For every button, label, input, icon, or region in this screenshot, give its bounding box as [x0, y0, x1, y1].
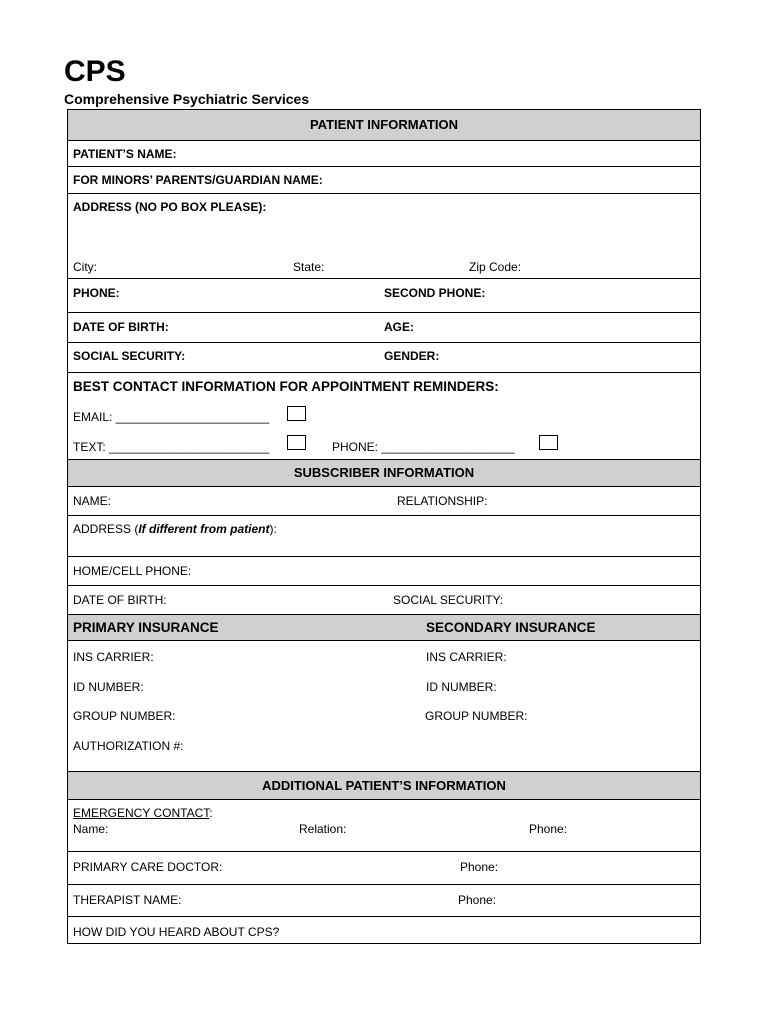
primary-insurance-title: PRIMARY INSURANCE	[73, 620, 219, 635]
emergency-relation-label: Relation:	[299, 822, 347, 836]
primary-care-doctor-label: PRIMARY CARE DOCTOR:	[73, 860, 223, 874]
contact-phone-label: PHONE: ____________________	[332, 440, 515, 454]
primary-group-label: GROUP NUMBER:	[73, 709, 176, 723]
dob-label: DATE OF BIRTH:	[73, 320, 169, 334]
subscriber-section-header	[68, 459, 700, 487]
patient-name-label: PATIENT’S NAME:	[73, 147, 177, 161]
subscriber-address-label: ADDRESS (If different from patient):	[73, 522, 277, 536]
secondary-id-label: ID NUMBER:	[426, 680, 497, 694]
primary-id-label: ID NUMBER:	[73, 680, 144, 694]
emergency-contact-label: EMERGENCY CONTACT:	[73, 806, 213, 820]
guardian-name-label: FOR MINORS’ PARENTS/GUARDIAN NAME:	[73, 173, 323, 187]
additional-section-title: ADDITIONAL PATIENT’S INFORMATION	[262, 778, 506, 793]
primary-carrier-label: INS CARRIER:	[73, 650, 154, 664]
second-phone-label: SECOND PHONE:	[384, 286, 486, 300]
form-title: CPS	[64, 55, 126, 88]
relationship-label: RELATIONSHIP:	[397, 494, 488, 508]
pcp-phone-label: Phone:	[460, 860, 499, 874]
emergency-name-label: Name:	[73, 822, 109, 836]
address-label: ADDRESS (NO PO BOX PLEASE):	[73, 200, 267, 214]
additional-section-header	[68, 771, 700, 800]
subscriber-ssn-label: SOCIAL SECURITY:	[393, 593, 504, 607]
state-label: State:	[293, 260, 325, 274]
subscriber-name-label: NAME:	[73, 494, 112, 508]
text-checkbox[interactable]	[287, 435, 306, 450]
secondary-insurance-title: SECONDARY INSURANCE	[426, 620, 596, 635]
home-cell-phone-label: HOME/CELL PHONE:	[73, 564, 192, 578]
therapist-name-label: THERAPIST NAME:	[73, 893, 182, 907]
emergency-phone-label: Phone:	[529, 822, 568, 836]
phone-label: PHONE:	[73, 286, 120, 300]
social-security-label: SOCIAL SECURITY:	[73, 349, 186, 363]
intake-form	[67, 109, 701, 944]
city-label: City:	[73, 260, 97, 274]
zip-code-label: Zip Code:	[469, 260, 522, 274]
patient-section-header	[68, 110, 700, 141]
insurance-section-header	[68, 614, 700, 641]
age-label: AGE:	[384, 320, 414, 334]
email-checkbox[interactable]	[287, 406, 306, 421]
contact-heading: BEST CONTACT INFORMATION FOR APPOINTMENT REMINDERS:	[73, 379, 499, 394]
secondary-group-label: GROUP NUMBER:	[425, 709, 528, 723]
phone-checkbox[interactable]	[539, 435, 558, 450]
form-subtitle: Comprehensive Psychiatric Services	[64, 91, 310, 107]
email-label: EMAIL: _______________________	[73, 410, 270, 424]
gender-label: GENDER:	[384, 349, 440, 363]
subscriber-section-title: SUBSCRIBER INFORMATION	[293, 465, 475, 480]
therapist-phone-label: Phone:	[458, 893, 497, 907]
authorization-label: AUTHORIZATION #:	[73, 739, 184, 753]
referral-source-label: HOW DID YOU HEARD ABOUT CPS?	[73, 925, 280, 939]
text-label: TEXT: ________________________	[73, 440, 270, 454]
secondary-carrier-label: INS CARRIER:	[426, 650, 507, 664]
subscriber-dob-label: DATE OF BIRTH:	[73, 593, 167, 607]
patient-section-title: PATIENT INFORMATION	[309, 117, 459, 132]
